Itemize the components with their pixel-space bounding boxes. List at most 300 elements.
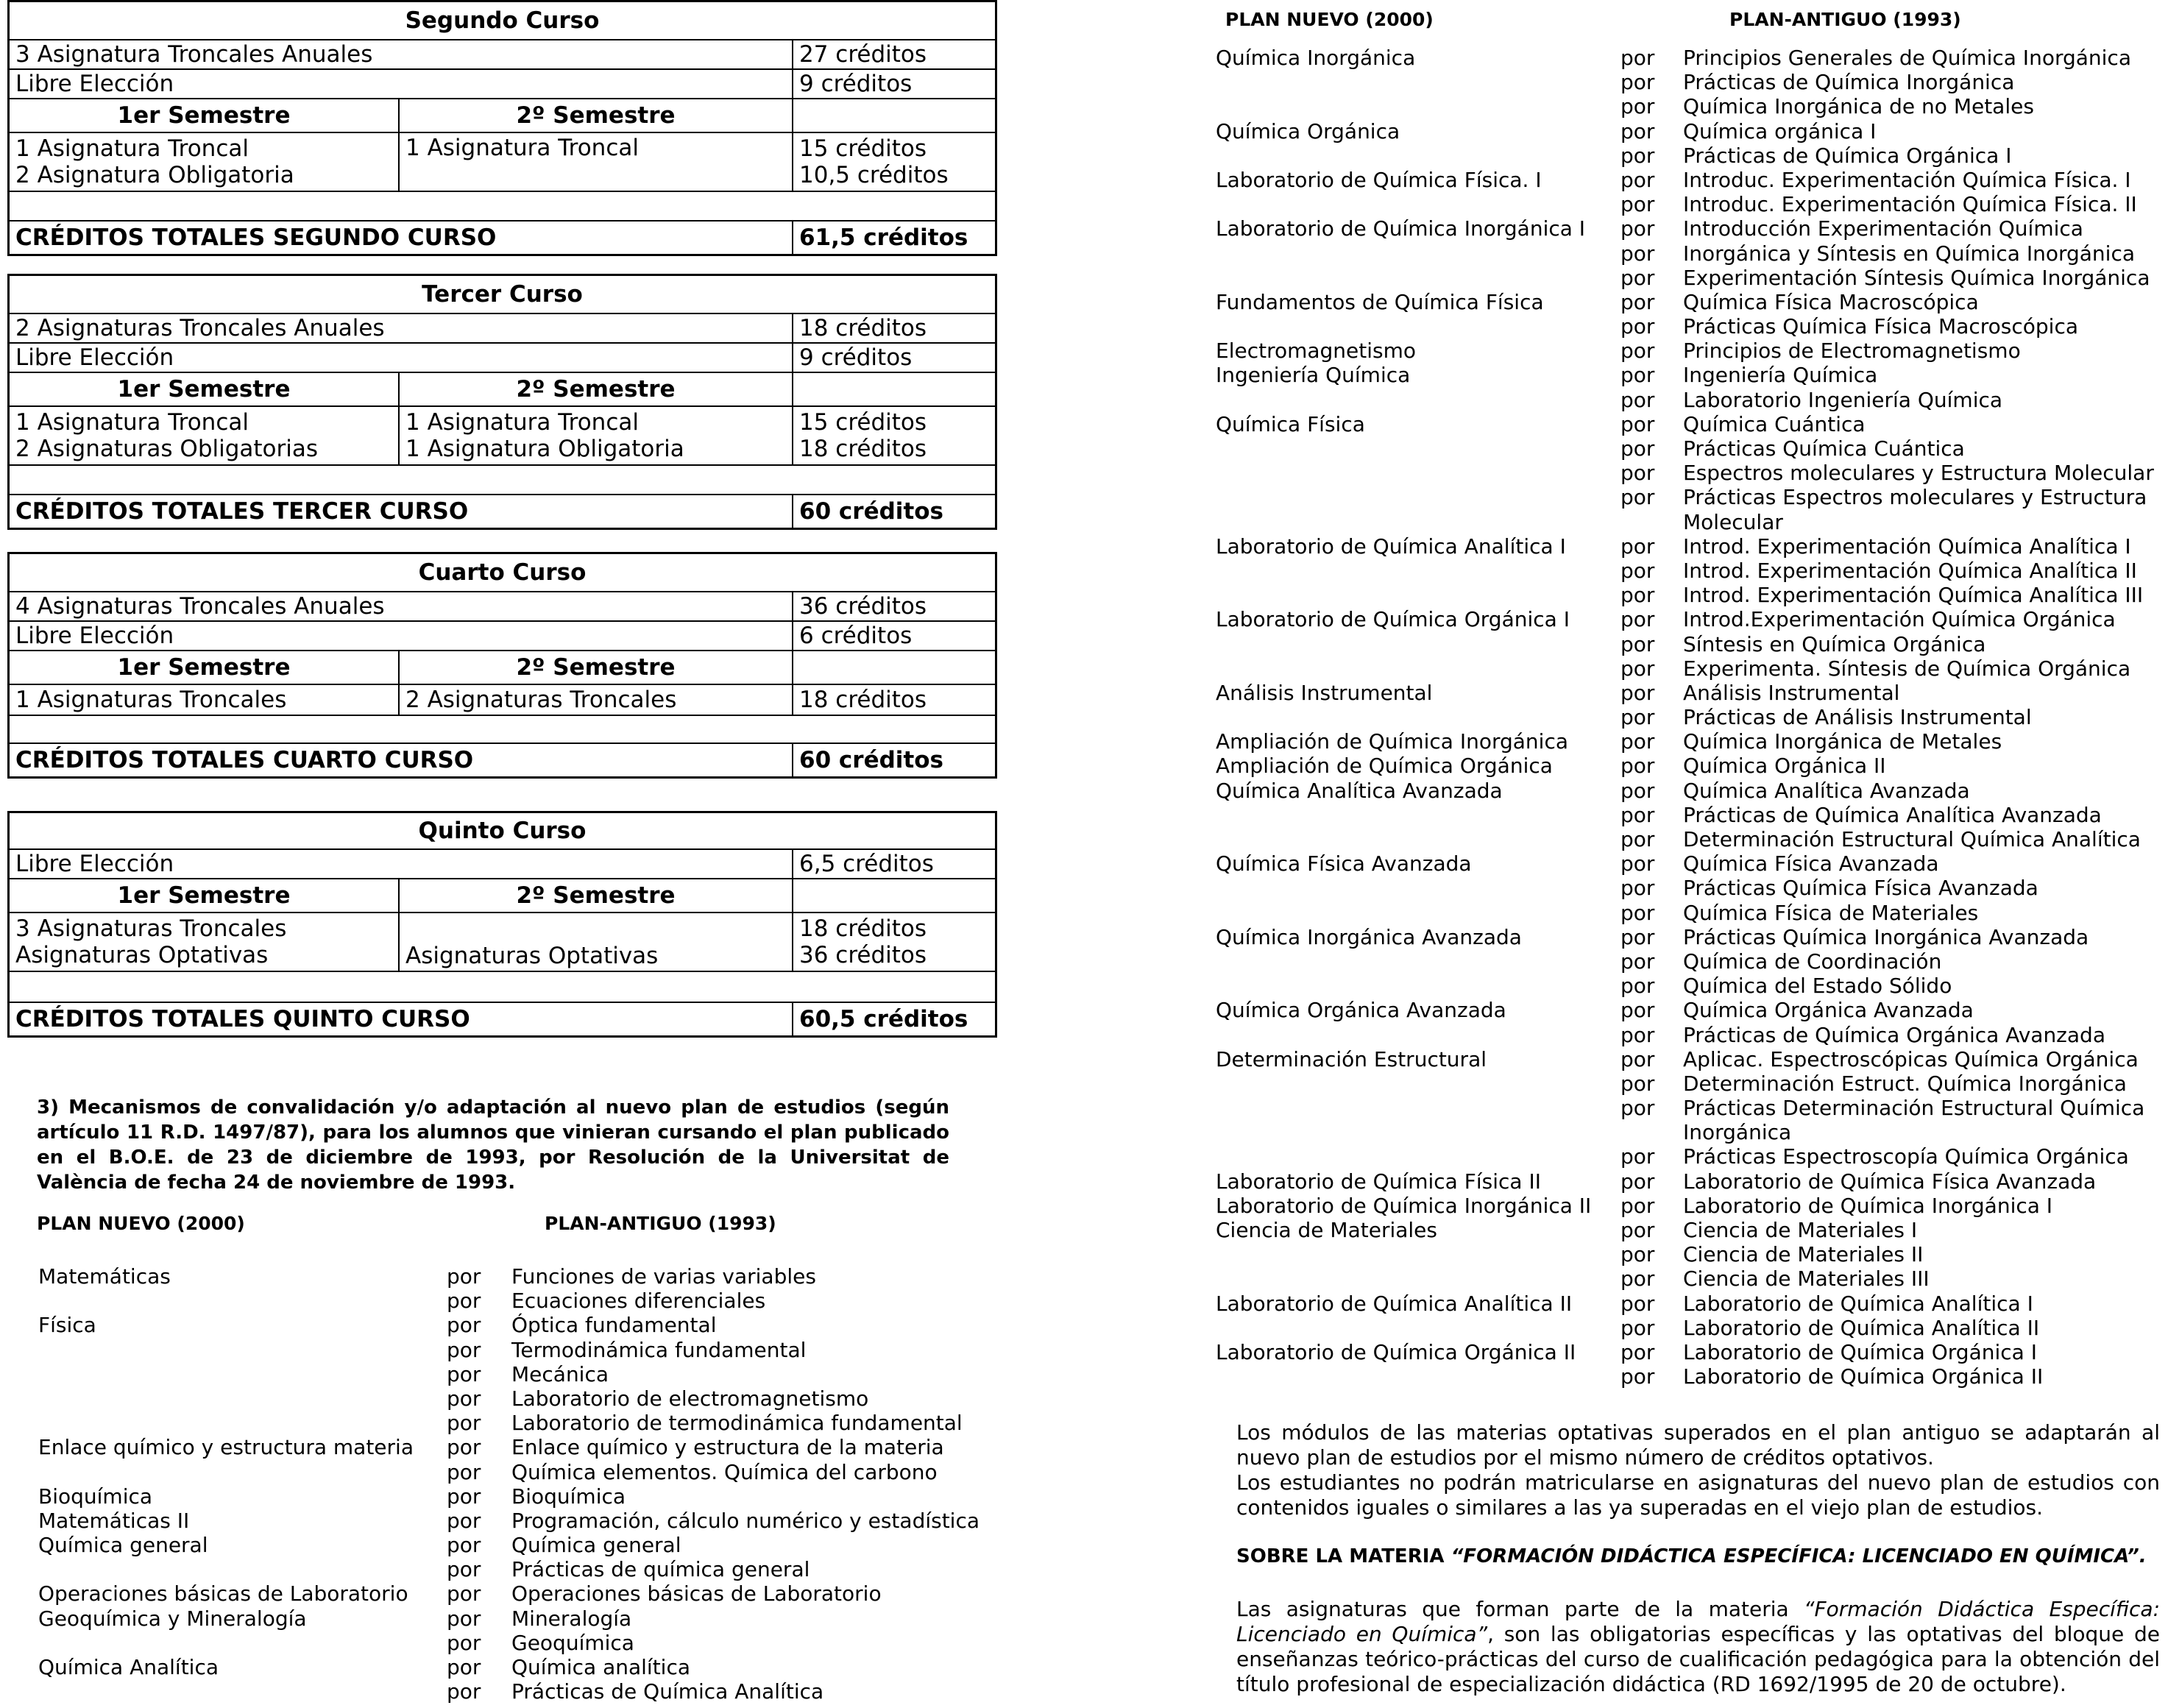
list-item: [1216, 216, 2165, 241]
new-subject: Análisis Instrumental: [1216, 680, 1433, 705]
por-label: [1620, 510, 1683, 534]
credits-cell: 15 créditos 10,5 créditos: [792, 133, 995, 191]
old-subject: Introducción Experimentación Química: [1683, 216, 2083, 241]
list-item: [1216, 363, 2165, 387]
row-label: Libre Elección: [15, 71, 174, 97]
semester-2-cell: 2 Asignaturas Troncales: [398, 685, 792, 715]
old-subject: Química del Estado Sólido: [1683, 974, 1952, 999]
row-credits: 9 créditos: [792, 344, 995, 372]
new-subject: Química Inorgánica Avanzada: [1216, 924, 1522, 949]
list-item: [1216, 290, 2165, 314]
list-item: [1216, 339, 2165, 363]
por-label: por: [1620, 1169, 1655, 1194]
por-label: por: [447, 1606, 481, 1631]
por-label: por: [447, 1581, 481, 1606]
list-item: [38, 1460, 1017, 1484]
table-title: Tercer Curso: [422, 281, 583, 308]
list-item: [1216, 1071, 2165, 1096]
old-subject: Laboratorio de Química Inorgánica I: [1683, 1193, 2053, 1218]
row-credits: 6,5 créditos: [792, 850, 995, 878]
list-item: [1216, 485, 2165, 509]
total-credits: 60,5 créditos: [792, 1003, 995, 1035]
por-label: por: [1620, 1193, 1655, 1218]
por-label: por: [1620, 167, 1655, 192]
list-item: [1216, 510, 2165, 534]
por-label: por: [1620, 1315, 1655, 1340]
old-subject: Química analítica: [511, 1655, 691, 1679]
old-subject: Química Física de Materiales: [1683, 900, 1979, 925]
old-subject: Funciones de varias variables: [511, 1264, 816, 1289]
por-label: por: [1620, 974, 1655, 999]
semester-1-cell: 3 Asignaturas Troncales Asignaturas Optativas: [15, 915, 287, 968]
new-subject: [1216, 705, 1620, 729]
list-item: [1216, 46, 2165, 70]
list-item: [1216, 70, 2165, 94]
new-subject: [1216, 1316, 1620, 1340]
new-subject: [1216, 266, 1620, 290]
list-item: [1216, 94, 2165, 118]
por-label: por: [1620, 1046, 1655, 1071]
old-subject: Prácticas de Química Analítica: [511, 1679, 824, 1704]
old-subject: Programación, cálculo numérico y estadística: [511, 1508, 980, 1533]
por-label: por: [1620, 339, 1655, 364]
list-item: [38, 1606, 1017, 1631]
old-subject: Laboratorio de Química Física Avanzada: [1683, 1169, 2097, 1194]
new-subject: Electromagnetismo: [1216, 339, 1417, 364]
por-label: por: [1620, 1071, 1655, 1096]
list-item: [1216, 607, 2165, 631]
por-label: por: [1620, 216, 1655, 241]
old-subject: Termodinámica fundamental: [511, 1337, 807, 1362]
list-item: [1216, 436, 2165, 461]
new-subject: Geoquímica y Mineralogía: [38, 1606, 307, 1631]
list-item: [1216, 241, 2165, 266]
new-subject: [1216, 1144, 1620, 1169]
old-subject: Prácticas de Análisis Instrumental: [1683, 705, 2032, 730]
semester-2-cell: 1 Asignatura Troncal 1 Asignatura Obligatoria: [398, 407, 792, 464]
por-label: por: [1620, 1218, 1655, 1242]
list-item: [1216, 534, 2165, 559]
list-item: [1216, 1316, 2165, 1340]
new-subject: [1216, 1023, 1620, 1047]
old-subject: Introd. Experimentación Química Analítica III: [1683, 583, 2144, 608]
row-credits: 18 créditos: [792, 314, 995, 342]
old-subject: Química elementos. Química del carbono: [511, 1459, 938, 1484]
new-subject: [1216, 241, 1620, 266]
old-subject: Principios de Electromagnetismo: [1683, 339, 2021, 364]
por-label: por: [447, 1337, 481, 1362]
new-subject: [1216, 949, 1620, 974]
left-header-old-plan: PLAN-ANTIGUO (1993): [545, 1213, 776, 1234]
old-subject: Química Física Macroscópica: [1683, 289, 1979, 314]
por-label: por: [1620, 1096, 1655, 1121]
old-subject: Introduc. Experimentación Química Física. I: [1683, 167, 2131, 192]
table-tercer-curso: [7, 274, 997, 530]
por-label: por: [1620, 70, 1655, 95]
old-subject: Prácticas de Química Orgánica Avanzada: [1683, 1022, 2105, 1047]
new-subject: [1216, 485, 1620, 509]
new-subject: Enlace químico y estructura materia: [38, 1435, 414, 1460]
new-subject: [1216, 94, 1620, 118]
new-subject: Laboratorio de Química Física II: [1216, 1169, 1541, 1194]
por-label: por: [1620, 900, 1655, 925]
old-subject: Ciencia de Materiales III: [1683, 1266, 1930, 1291]
new-subject: Laboratorio de Química Inorgánica II: [1216, 1193, 1592, 1218]
right-header-new-plan: PLAN NUEVO (2000): [1225, 9, 1434, 30]
new-subject: Química Orgánica: [1216, 118, 1400, 143]
old-subject: Prácticas Química Cuántica: [1683, 436, 1965, 461]
new-subject: [38, 1386, 447, 1411]
semester-1-header: 1er Semestre: [117, 882, 291, 909]
list-item: [38, 1581, 1017, 1606]
por-label: por: [1620, 924, 1655, 949]
new-subject: [1216, 1120, 1620, 1144]
semester-1-cell: 1 Asignatura Troncal 2 Asignatura Obligatoria: [15, 135, 294, 188]
new-subject: Ingeniería Química: [1216, 363, 1411, 388]
por-label: por: [447, 1289, 481, 1314]
list-item: [38, 1338, 1017, 1362]
row-label: Libre Elección: [15, 623, 174, 649]
list-item: [1216, 143, 2165, 168]
old-subject: Síntesis en Química Orgánica: [1683, 631, 1986, 656]
old-subject: Determinación Estruct. Química Inorgánica: [1683, 1071, 2127, 1096]
por-label: por: [1620, 876, 1655, 901]
old-subject: Geoquímica: [511, 1630, 634, 1655]
por-label: por: [447, 1655, 481, 1679]
new-subject: [1216, 583, 1620, 607]
new-subject: [1216, 70, 1620, 94]
new-subject: [1216, 803, 1620, 827]
new-subject: [1216, 827, 1620, 851]
list-item: [1216, 412, 2165, 436]
new-subject: [38, 1557, 447, 1581]
semester-1-cell: 1 Asignaturas Troncales: [15, 687, 287, 713]
por-label: por: [1620, 363, 1655, 388]
new-subject: Laboratorio de Química Inorgánica I: [1216, 216, 1586, 241]
new-subject: Determinación Estructural: [1216, 1046, 1487, 1071]
right-equivalence-list: [1216, 46, 2165, 1389]
por-label: por: [1620, 1022, 1655, 1047]
list-item: [1216, 266, 2165, 290]
por-label: por: [1620, 46, 1655, 70]
row-credits: 6 créditos: [792, 622, 995, 650]
new-subject: [1216, 436, 1620, 461]
old-subject: Prácticas Espectros moleculares y Estructura: [1683, 485, 2147, 510]
new-subject: [38, 1411, 447, 1435]
list-item: [38, 1533, 1017, 1557]
list-item: [1216, 779, 2165, 803]
old-subject: Ingeniería Química: [1683, 363, 1878, 388]
semester-2-cell: Asignaturas Optativas: [398, 913, 792, 971]
row-credits: 9 créditos: [792, 70, 995, 98]
new-subject: Física: [38, 1313, 96, 1338]
new-subject: [1216, 510, 1620, 534]
new-subject: [1216, 559, 1620, 583]
new-subject: [1216, 1096, 1620, 1120]
new-subject: [1216, 1266, 1620, 1291]
old-subject: Prácticas Determinación Estructural Química: [1683, 1096, 2145, 1121]
old-subject: Prácticas Química Física Avanzada: [1683, 876, 2038, 901]
row-label: Libre Elección: [15, 851, 174, 877]
semester-1-cell: 1 Asignatura Troncal 2 Asignaturas Obligatorias: [15, 409, 319, 462]
list-item: [1216, 168, 2165, 192]
list-item: [38, 1679, 1017, 1704]
por-label: por: [447, 1386, 481, 1411]
list-item: [1216, 705, 2165, 729]
por-label: por: [447, 1533, 481, 1558]
por-label: [1620, 1120, 1683, 1144]
new-subject: Matemáticas II: [38, 1508, 190, 1533]
por-label: por: [1620, 192, 1655, 217]
list-item: [1216, 729, 2165, 754]
por-label: por: [1620, 1364, 1655, 1389]
row-label: Libre Elección: [15, 344, 174, 371]
semester-1-header: 1er Semestre: [117, 376, 291, 403]
table-segundo-curso: [7, 0, 997, 256]
por-label: por: [1620, 387, 1655, 412]
old-subject: Introduc. Experimentación Química Física. II: [1683, 192, 2137, 217]
por-label: por: [1620, 485, 1655, 510]
left-header-new-plan: PLAN NUEVO (2000): [37, 1213, 245, 1234]
new-subject: Ciencia de Materiales: [1216, 1218, 1437, 1242]
old-subject: Química Cuántica: [1683, 411, 1866, 436]
old-subject: Química Inorgánica de no Metales: [1683, 94, 2034, 119]
old-subject: Mecánica: [511, 1361, 609, 1386]
list-item: [1216, 851, 2165, 876]
por-label: por: [1620, 1242, 1655, 1267]
new-subject: Química general: [38, 1533, 208, 1558]
por-label: por: [1620, 656, 1655, 681]
new-subject: Química Analítica: [38, 1655, 219, 1679]
por-label: por: [447, 1313, 481, 1338]
row-label: 4 Asignaturas Troncales Anuales: [15, 593, 385, 620]
section-3-text: 3) Mecanismos de convalidación y/o adaptación al nuevo plan de estudios (según artículo 11 R.D. 1497/87), para los alumnos que vinieran cursando el plan publicado en el B.O.E. de 23 de diciembre de 1993, por Resolución de la Universitat de València de fecha 24 de noviembre de 1993.: [37, 1096, 949, 1194]
semester-2-header: 2º Semestre: [398, 373, 792, 405]
new-subject: [38, 1460, 447, 1484]
old-subject: Principios Generales de Química Inorgánica: [1683, 46, 2131, 70]
semester-2-header: 2º Semestre: [398, 651, 792, 684]
list-item: [1216, 1194, 2165, 1218]
old-subject: Química de Coordinación: [1683, 949, 1942, 974]
semester-2-cell: 1 Asignatura Troncal: [398, 133, 792, 191]
old-subject: Aplicac. Espectroscópicas Química Orgánica: [1683, 1046, 2139, 1071]
list-item: [38, 1655, 1017, 1679]
list-item: [38, 1264, 1017, 1289]
old-subject: Química Inorgánica de Metales: [1683, 729, 2002, 754]
por-label: por: [447, 1508, 481, 1533]
por-label: por: [1620, 534, 1655, 559]
list-item: [1216, 1340, 2165, 1364]
list-item: [1216, 876, 2165, 900]
por-label: por: [447, 1557, 481, 1582]
por-label: por: [1620, 436, 1655, 461]
list-item: [1216, 1218, 2165, 1242]
right-header-old-plan: PLAN-ANTIGUO (1993): [1729, 9, 1961, 30]
paragraph-estudiantes: Los estudiantes no podrán matricularse en asignaturas del nuevo plan de estudios con contenidos iguales o similares a las ya superadas en el viejo plan de estudios.: [1236, 1470, 2160, 1520]
list-item: [1216, 1169, 2165, 1194]
por-label: por: [1620, 1266, 1655, 1291]
new-subject: Operaciones básicas de Laboratorio: [38, 1581, 408, 1606]
old-subject: Química orgánica I: [1683, 118, 1877, 143]
list-item: [1216, 998, 2165, 1022]
por-label: por: [1620, 1339, 1655, 1364]
list-item: [1216, 1047, 2165, 1071]
old-subject: Laboratorio de termodinámica fundamental: [511, 1411, 963, 1436]
old-subject: Experimentación Síntesis Química Inorgánica: [1683, 265, 2150, 290]
new-subject: Laboratorio de Química Orgánica I: [1216, 607, 1570, 632]
semester-1-header: 1er Semestre: [117, 654, 291, 681]
por-label: por: [1620, 1144, 1655, 1169]
list-item: [38, 1484, 1017, 1509]
list-item: [38, 1631, 1017, 1655]
new-subject: Bioquímica: [38, 1484, 153, 1509]
list-item: [1216, 461, 2165, 485]
list-item: [38, 1411, 1017, 1435]
old-subject: Prácticas de Química Analítica Avanzada: [1683, 802, 2102, 827]
old-subject: Laboratorio Ingeniería Química: [1683, 387, 2003, 412]
old-subject: Química Orgánica II: [1683, 754, 1886, 779]
por-label: por: [1620, 94, 1655, 119]
total-label: CRÉDITOS TOTALES CUARTO CURSO: [15, 747, 474, 773]
table-title: Segundo Curso: [405, 7, 600, 34]
new-subject: [38, 1679, 447, 1704]
por-label: por: [1620, 778, 1655, 803]
por-label: por: [1620, 705, 1655, 730]
old-subject: Ciencia de Materiales II: [1683, 1242, 1924, 1267]
list-item: [38, 1313, 1017, 1337]
new-subject: [1216, 901, 1620, 925]
old-subject: Laboratorio de electromagnetismo: [511, 1386, 869, 1411]
paragraph-modulos: Los módulos de las materias optativas superados en el plan antiguo se adaptarán al nuevo plan de estudios por el mismo número de créditos optativos.: [1236, 1420, 2160, 1470]
list-item: [38, 1435, 1017, 1459]
total-credits: 60 créditos: [792, 495, 995, 528]
por-label: por: [1620, 827, 1655, 851]
semester-2-header: 2º Semestre: [398, 99, 792, 132]
table-title: Cuarto Curso: [418, 559, 587, 586]
por-label: por: [1620, 241, 1655, 266]
old-subject: Inorgánica y Síntesis en Química Inorgánica: [1683, 241, 2136, 266]
new-subject: [1216, 632, 1620, 656]
por-label: por: [1620, 411, 1655, 436]
old-subject: Ecuaciones diferenciales: [511, 1289, 766, 1314]
new-subject: [1216, 1364, 1620, 1389]
table-quinto-curso: [7, 811, 997, 1038]
new-subject: [1216, 143, 1620, 168]
old-subject: Experimenta. Síntesis de Química Orgánica: [1683, 656, 2131, 681]
new-subject: [38, 1289, 447, 1313]
por-label: por: [1620, 802, 1655, 827]
new-subject: [1216, 461, 1620, 485]
semester-1-header: 1er Semestre: [117, 102, 291, 129]
por-label: por: [1620, 631, 1655, 656]
list-item: [1216, 1242, 2165, 1266]
list-item: [1216, 119, 2165, 143]
list-item: [1216, 827, 2165, 851]
total-credits: 60 créditos: [792, 744, 995, 776]
old-subject: Ciencia de Materiales I: [1683, 1218, 1918, 1242]
por-label: por: [1620, 1291, 1655, 1316]
por-label: por: [447, 1264, 481, 1289]
old-subject: Química Física Avanzada: [1683, 851, 1939, 876]
list-item: [1216, 583, 2165, 607]
list-item: [38, 1509, 1017, 1533]
por-label: por: [1620, 729, 1655, 754]
credits-cell: 18 créditos: [792, 685, 995, 715]
new-subject: Química Orgánica Avanzada: [1216, 998, 1506, 1023]
new-subject: [1216, 1242, 1620, 1266]
old-subject: Química general: [511, 1533, 681, 1558]
list-item: [38, 1289, 1017, 1313]
new-subject: Matemáticas: [38, 1264, 171, 1289]
table-cuarto-curso: [7, 552, 997, 779]
old-subject: Enlace químico y estructura de la materia: [511, 1435, 944, 1460]
list-item: [1216, 901, 2165, 925]
por-label: por: [447, 1679, 481, 1704]
old-subject: Prácticas de Química Orgánica I: [1683, 143, 2012, 168]
old-subject: Análisis Instrumental: [1683, 680, 1900, 705]
list-item: [1216, 1096, 2165, 1120]
new-subject: [1216, 314, 1620, 339]
new-subject: [1216, 1071, 1620, 1096]
por-label: por: [447, 1411, 481, 1436]
old-subject: Óptica fundamental: [511, 1313, 717, 1338]
por-label: por: [447, 1630, 481, 1655]
semester-2-header: 2º Semestre: [398, 879, 792, 912]
list-item: [1216, 559, 2165, 583]
por-label: por: [1620, 583, 1655, 608]
list-item: [1216, 974, 2165, 998]
list-item: [1216, 192, 2165, 216]
new-subject: [1216, 656, 1620, 681]
old-subject: Molecular: [1683, 509, 1783, 534]
total-credits: 61,5 créditos: [792, 222, 995, 254]
credits-cell: 18 créditos 36 créditos: [792, 913, 995, 971]
por-label: por: [447, 1484, 481, 1509]
sobre-la-materia-heading: SOBRE LA MATERIA “FORMACIÓN DIDÁCTICA ESPECÍFICA: LICENCIADO EN QUÍMICA”.: [1236, 1545, 2147, 1567]
por-label: por: [1620, 143, 1655, 168]
new-subject: [1216, 876, 1620, 900]
new-subject: Laboratorio de Química Física. I: [1216, 167, 1542, 192]
old-subject: Espectros moleculares y Estructura Molecular: [1683, 461, 2154, 486]
list-item: [1216, 1266, 2165, 1291]
old-subject: Prácticas de química general: [511, 1557, 810, 1582]
new-subject: Fundamentos de Química Física: [1216, 289, 1544, 314]
por-label: por: [1620, 851, 1655, 876]
por-label: por: [1620, 265, 1655, 290]
por-label: por: [1620, 680, 1655, 705]
old-subject: Laboratorio de Química Analítica II: [1683, 1315, 2040, 1340]
por-label: por: [447, 1435, 481, 1460]
new-subject: Química Inorgánica: [1216, 46, 1416, 70]
list-item: [1216, 1364, 2165, 1389]
old-subject: Prácticas Espectroscopía Química Orgánica: [1683, 1144, 2129, 1169]
old-subject: Bioquímica: [511, 1484, 626, 1509]
new-subject: Laboratorio de Química Analítica I: [1216, 534, 1566, 559]
old-subject: Introd. Experimentación Química Analítica I: [1683, 534, 2131, 559]
row-credits: 36 créditos: [792, 592, 995, 620]
total-label: CRÉDITOS TOTALES TERCER CURSO: [15, 498, 469, 525]
total-label: CRÉDITOS TOTALES SEGUNDO CURSO: [15, 224, 497, 251]
new-subject: Laboratorio de Química Orgánica II: [1216, 1339, 1576, 1364]
new-subject: [1216, 192, 1620, 216]
list-item: [1216, 949, 2165, 974]
list-item: [1216, 1291, 2165, 1316]
old-subject: Química Analítica Avanzada: [1683, 778, 1970, 803]
old-subject: Laboratorio de Química Orgánica II: [1683, 1364, 2044, 1389]
new-subject: Química Física: [1216, 411, 1365, 436]
new-subject: [38, 1631, 447, 1655]
old-subject: Química Orgánica Avanzada: [1683, 998, 1974, 1023]
